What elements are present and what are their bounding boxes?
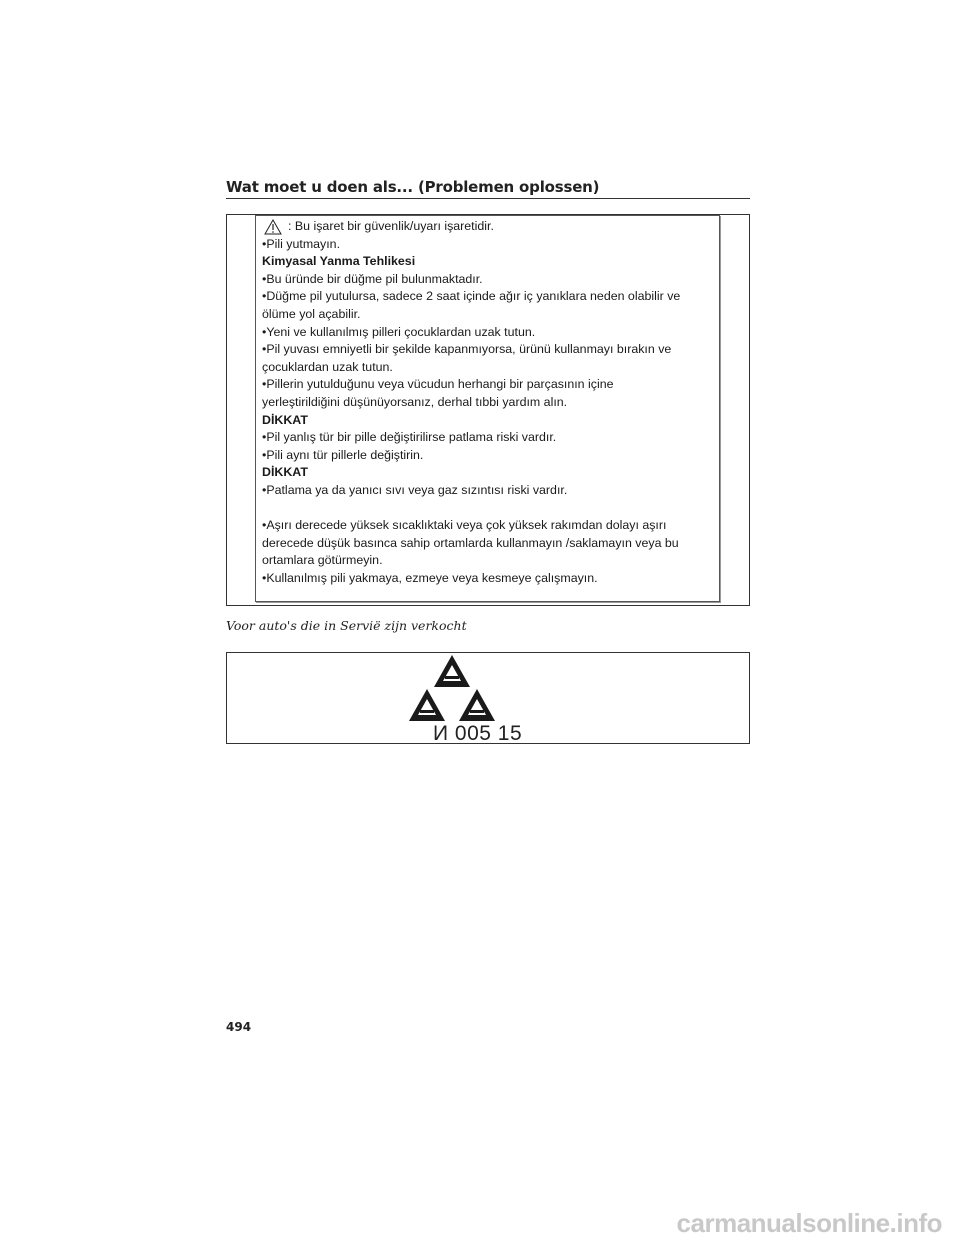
warning-line: •Pil yanlış tür bir pille değiştirilirse patlama riski vardır.	[262, 430, 557, 445]
warning-line: derecede düşük basınca sahip ortamlarda kullanmayın /saklamayın veya bu	[262, 535, 679, 550]
warning-line: •Pili aynı tür pillerle değiştirin.	[262, 447, 424, 462]
warning-heading: DİKKAT	[262, 412, 308, 427]
serbian-certification-mark-icon	[407, 653, 517, 725]
warning-line-symbol-note	[262, 218, 719, 236]
page-number: 494	[226, 1020, 252, 1034]
warning-line: ölüme yol açabilir.	[262, 306, 361, 321]
warning-line: •Aşırı derecede yüksek sıcaklıktaki veya çok yüksek rakımdan dolayı aşırı	[262, 518, 667, 533]
watermark: carmanualsonline.info	[676, 1208, 942, 1238]
section-rule	[226, 198, 750, 199]
warning-line: •Pil yuvası emniyetli bir şekilde kapanmıyorsa, ürünü kullanmayı bırakın ve	[262, 342, 672, 357]
warning-line: çocuklardan uzak tutun.	[262, 359, 393, 374]
warning-heading: DİKKAT	[262, 465, 308, 480]
warning-line: •Düğme pil yutulursa, sadece 2 saat içinde ağır iç yanıklara neden olabilir ve	[262, 289, 681, 304]
warning-inner-box	[255, 215, 720, 602]
warning-heading: Kimyasal Yanma Tehlikesi	[262, 254, 416, 269]
certification-box	[226, 652, 750, 744]
certification-code: И 005 15	[433, 722, 523, 745]
warning-line: •Pillerin yutulduğunu veya vücudun herhangi bir parçasının içine	[262, 377, 614, 392]
warning-line: •Yeni ve kullanılmış pilleri çocuklardan uzak tutun.	[262, 324, 536, 339]
warning-line: ortamlara götürmeyin.	[262, 553, 383, 568]
warning-triangle-icon	[264, 219, 282, 235]
caption: Voor auto's die in Servië zijn verkocht	[226, 618, 467, 633]
warning-line-text: : Bu işaret bir güvenlik/uyarı işaretidir.	[288, 219, 494, 233]
warning-line: •Pili yutmayın.	[262, 236, 341, 251]
warning-line: •Patlama ya da yanıcı sıvı veya gaz sızıntısı riski vardır.	[262, 482, 568, 497]
warning-line: yerleştirildiğini düşünüyorsanız, derhal tıbbi yardım alın.	[262, 394, 568, 409]
warning-line: •Bu üründe bir düğme pil bulunmaktadır.	[262, 271, 483, 286]
spacer	[262, 500, 719, 518]
warning-line: •Kullanılmış pili yakmaya, ezmeye veya kesmeye çalışmayın.	[262, 570, 598, 585]
section-header: Wat moet u doen als... (Problemen oplossen)	[226, 178, 600, 196]
